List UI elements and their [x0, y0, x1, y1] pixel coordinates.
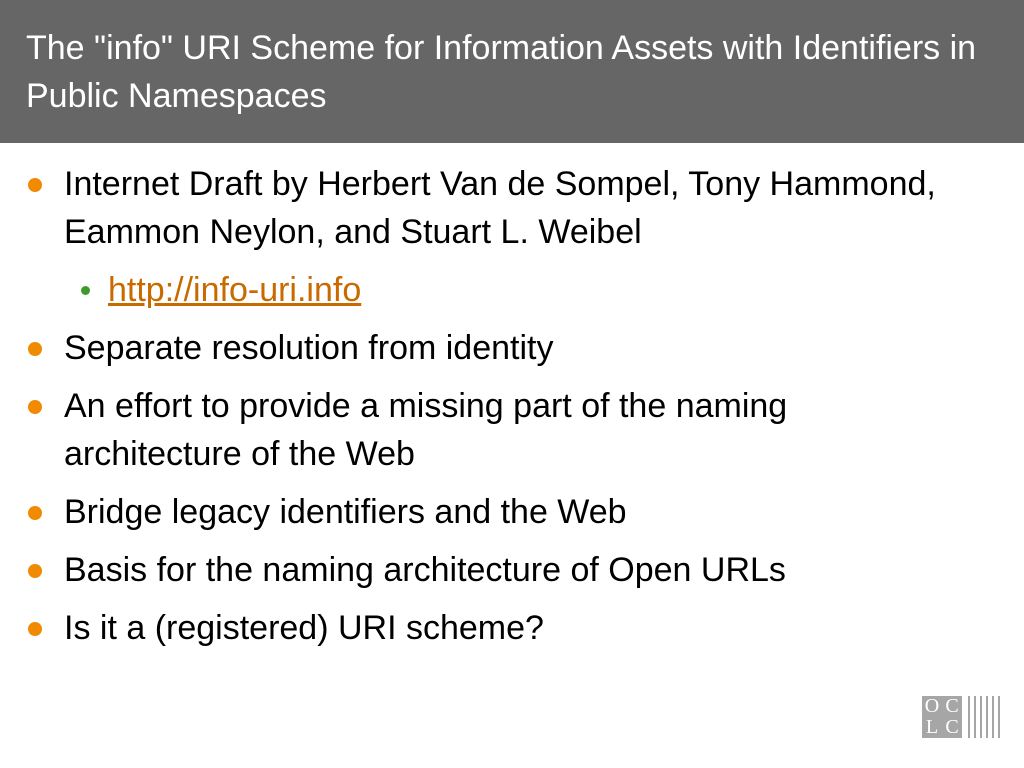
logo-letter: O — [924, 695, 940, 717]
bullet-text: Basis for the naming architecture of Open URLs — [64, 551, 786, 589]
bullet-item — [0, 160, 944, 256]
bullet-dot-icon — [28, 506, 42, 520]
bullet-text: Is it a (registered) URI scheme? — [64, 609, 544, 647]
logo-letter: C — [945, 695, 959, 717]
title-bar — [0, 0, 1024, 143]
bullet-dot-icon — [28, 178, 42, 192]
bullet-dot-icon — [28, 400, 42, 414]
slide-title: The "info" URI Scheme for Information Assets with Identifiers in Public Namespaces — [26, 29, 977, 115]
bullet-dot-icon — [28, 342, 42, 356]
bullet-dot-icon — [28, 564, 42, 578]
bullet-item — [0, 382, 944, 478]
bullet-item — [0, 604, 944, 652]
bullet-item — [0, 488, 944, 536]
bullet-text: An effort to provide a missing part of the naming architecture of the Web — [64, 387, 788, 473]
sub-bullet-dot-icon — [81, 286, 90, 295]
oclc-logo — [922, 696, 1002, 738]
info-uri-link[interactable]: http://info-uri.info — [108, 271, 362, 309]
bullet-dot-icon — [28, 622, 42, 636]
slide-content — [0, 160, 1024, 662]
bullet-text: Bridge legacy identifiers and the Web — [64, 493, 627, 531]
oclc-logo-letters — [922, 696, 962, 738]
logo-letter: L — [925, 716, 939, 738]
bullet-item — [0, 546, 944, 594]
logo-letter: C — [945, 716, 959, 738]
sub-bullet-item — [0, 266, 1024, 314]
bullet-text: Separate resolution from identity — [64, 329, 554, 367]
bullet-item — [0, 324, 944, 372]
oclc-logo-stripes — [964, 696, 1000, 738]
bullet-text: Internet Draft by Herbert Van de Sompel, Tony Hammond, Eammon Neylon, and Stuart L. Weibel — [64, 165, 936, 251]
